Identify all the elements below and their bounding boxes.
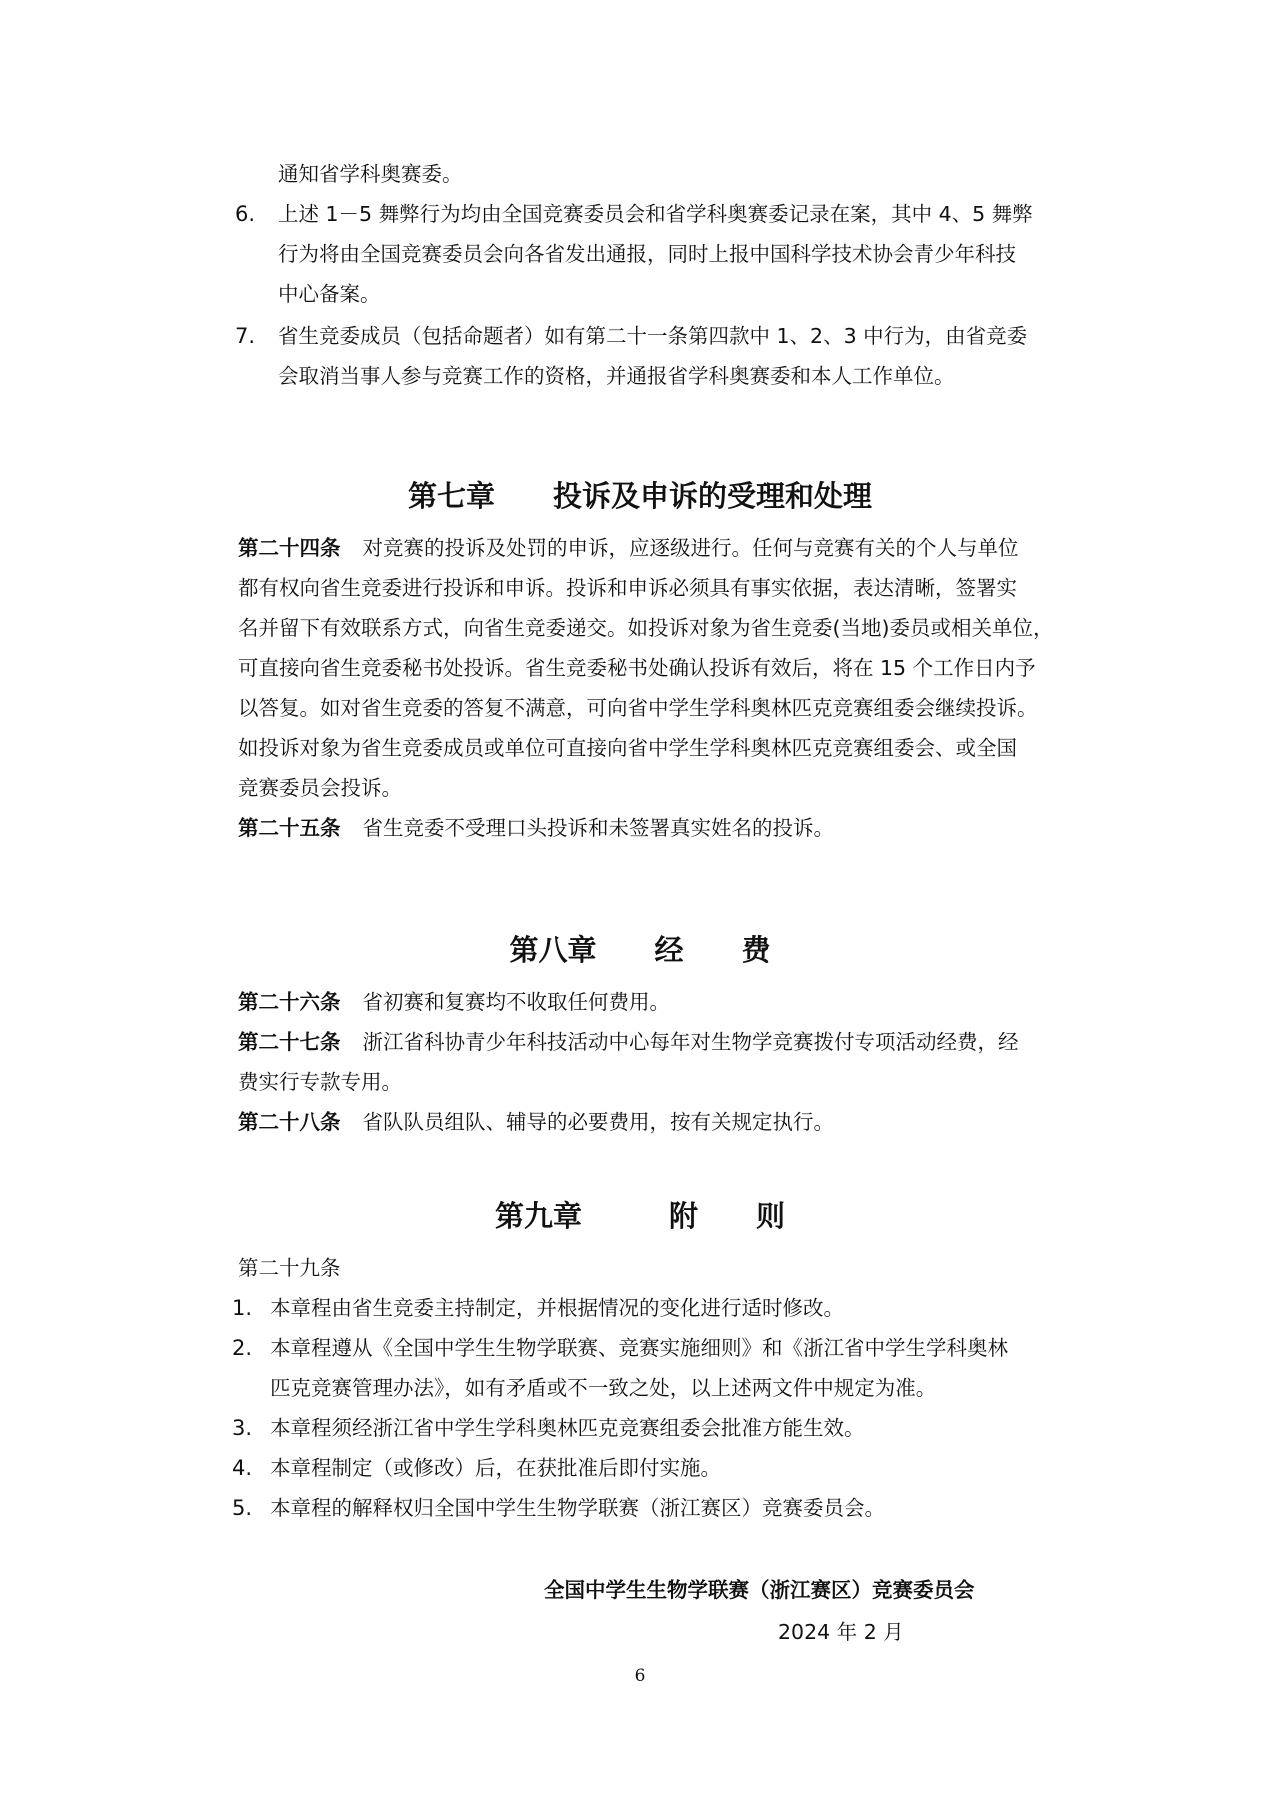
item-6-number: 6. <box>235 202 256 226</box>
article-27-line-1 <box>238 1028 1019 1056</box>
article-24-line-1 <box>238 534 1019 562</box>
chapter-7-heading: 第七章 投诉及申诉的受理和处理 <box>407 479 872 513</box>
article-24-line-6: 如投诉对象为省生竞委成员或单位可直接向省中学生学科奥林匹克竞赛组委会、或全国 <box>238 736 1017 760</box>
ch9-item-5-line-1: 本章程的解释权归全国中学生生物学联赛（浙江赛区）竞赛委员会。 <box>270 1496 885 1520</box>
item-7-number: 7. <box>235 324 256 348</box>
article-24-line-5: 以答复。如对省生竞委的答复不满意，可向省中学生学科奥林匹克竞赛组委会继续投诉。 <box>238 696 1038 720</box>
article-28 <box>238 1108 834 1136</box>
ch9-item-2-line-1: 本章程遵从《全国中学生生物学联赛、竞赛实施细则》和《浙江省中学生学科奥林 <box>270 1336 1008 1360</box>
ch9-item-3-line-1: 本章程须经浙江省中学生学科奥林匹克竞赛组委会批准方能生效。 <box>270 1416 865 1440</box>
item-7-line-2: 会取消当事人参与竞赛工作的资格，并通报省学科奥赛委和本人工作单位。 <box>278 364 955 388</box>
article-24-label: 第二十四条 <box>238 536 341 560</box>
signature-date: 2024 年 2 月 <box>778 1620 904 1644</box>
article-24-text: 对竞赛的投诉及处罚的申诉，应逐级进行。任何与竞赛有关的个人与单位 <box>362 536 1019 560</box>
article-26 <box>238 988 670 1016</box>
ch9-item-3-number: 3. <box>232 1416 253 1440</box>
page-number: 6 <box>634 1666 646 1686</box>
article-25-text: 省生竞委不受理口头投诉和未签署真实姓名的投诉。 <box>362 816 834 840</box>
ch9-item-4-number: 4. <box>232 1456 253 1480</box>
article-24-line-2: 都有权向省生竞委进行投诉和申诉。投诉和申诉必须具有事实依据，表达清晰，签署实 <box>238 576 1017 600</box>
article-27-text: 浙江省科协青少年科技活动中心每年对生物学竞赛拨付专项活动经费，经 <box>362 1030 1019 1054</box>
article-24-line-7: 竞赛委员会投诉。 <box>238 776 402 800</box>
item-7-line-1: 省生竞委成员（包括命题者）如有第二十一条第四款中 1、2、3 中行为，由省竞委 <box>278 324 1028 348</box>
item-6-line-3: 中心备案。 <box>278 282 381 306</box>
article-25-label: 第二十五条 <box>238 816 341 840</box>
article-27-label: 第二十七条 <box>238 1030 341 1054</box>
ch6-cont-line: 通知省学科奥赛委。 <box>278 162 463 186</box>
chapter-8-heading: 第八章 经 费 <box>509 933 771 967</box>
ch9-item-5-number: 5. <box>232 1496 253 1520</box>
ch9-item-4-line-1: 本章程制定（或修改）后，在获批准后即付实施。 <box>270 1456 721 1480</box>
article-29-label: 第二十九条 <box>238 1256 341 1280</box>
article-28-text: 省队队员组队、辅导的必要费用，按有关规定执行。 <box>362 1110 834 1134</box>
item-6-line-2: 行为将由全国竞赛委员会向各省发出通报，同时上报中国科学技术协会青少年科技 <box>278 242 1016 266</box>
article-28-label: 第二十八条 <box>238 1110 341 1134</box>
chapter-9-heading: 第九章 附 则 <box>494 1199 785 1233</box>
ch9-item-1-number: 1. <box>232 1296 253 1320</box>
ch9-item-2-number: 2. <box>232 1336 253 1360</box>
ch9-item-2-line-2: 匹克竞赛管理办法》，如有矛盾或不一致之处，以上述两文件中规定为准。 <box>270 1376 937 1400</box>
article-26-text: 省初赛和复赛均不收取任何费用。 <box>362 990 670 1014</box>
ch9-item-1-line-1: 本章程由省生竞委主持制定，并根据情况的变化进行适时修改。 <box>270 1296 844 1320</box>
article-24-line-4: 可直接向省生竞委秘书处投诉。省生竞委秘书处确认投诉有效后，将在 15 个工作日内予 <box>238 656 1036 680</box>
signature-organization: 全国中学生生物学联赛（浙江赛区）竞赛委员会 <box>544 1578 975 1602</box>
article-26-label: 第二十六条 <box>238 990 341 1014</box>
article-25 <box>238 814 834 842</box>
article-24-line-3: 名并留下有效联系方式，向省生竞委递交。如投诉对象为省生竞委(当地)委员或相关单位， <box>238 616 1054 640</box>
item-6-line-1: 上述 1－5 舞弊行为均由全国竞赛委员会和省学科奥赛委记录在案，其中 4、5 舞弊 <box>278 202 1033 226</box>
article-27-line-2: 费实行专款专用。 <box>238 1070 402 1094</box>
